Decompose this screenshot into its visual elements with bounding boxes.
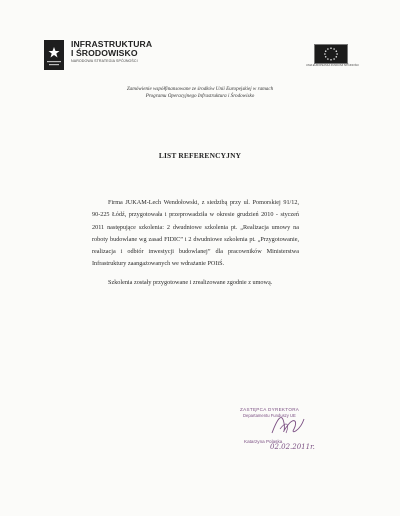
logo-title-line2: I ŚRODOWISKO: [71, 48, 138, 58]
official-stamp: [230, 407, 340, 451]
signature-date: 02.02.2011r.: [270, 443, 315, 451]
eu-flag-icon: [314, 44, 348, 64]
logo-title-line1: INFRASTRUKTURA: [71, 39, 153, 49]
letter-paragraph-2: Szkolenia zostały przygotowane i zrealizowane zgodnie z umową.: [108, 278, 273, 286]
document-title: LIST REFERENCYJNY: [158, 151, 242, 160]
letter-paragraph-1: Firma JUKAM-Lech Wendołowski, z siedzibą przy ul. Pomorskiej 91/12, 90-225 Łódź, przygotowała i przeprowadziła w okresie grudzień 2010 - styczeń 2011 następujące szkolenia: 2 dwudniowe szkolenia pt. „Realizacja umowy na roboty budowlane wg zasad FIDIC” i 2 dwudniowe szkolenia pt. „Przygotowanie, realizacja i odbiór inwestycji budowlanej” dla pracowników Ministerstwa Infrastruktury zaangażowanych we wdrażanie POIiŚ.: [92, 199, 299, 268]
letter-body: [92, 197, 299, 289]
stamp-department: Departamentu Funduszy UE: [243, 413, 296, 418]
cofinancing-line1: Zamówienie współfinansowane ze środków Unii Europejskiej w ramach: [126, 86, 274, 92]
infrastruktura-logo: [44, 40, 164, 74]
cofinancing-note: [90, 86, 310, 100]
stamp-signatory-name: Katarzyna Polaska: [244, 439, 283, 444]
logo-subtitle: NARODOWA STRATEGIA SPÓJNOŚCI: [71, 59, 138, 63]
stamp-title: ZASTĘPCA DYREKTORA: [240, 407, 300, 412]
eu-flag-caption: UNIA EUROPEJSKA FUNDUSZ SPÓJNOŚCI: [306, 64, 359, 67]
handwritten-signature: [268, 411, 308, 439]
cofinancing-line2: Programu Operacyjnego Infrastruktura i Środowisko: [145, 93, 255, 99]
logo-mark-icon: [44, 40, 64, 70]
